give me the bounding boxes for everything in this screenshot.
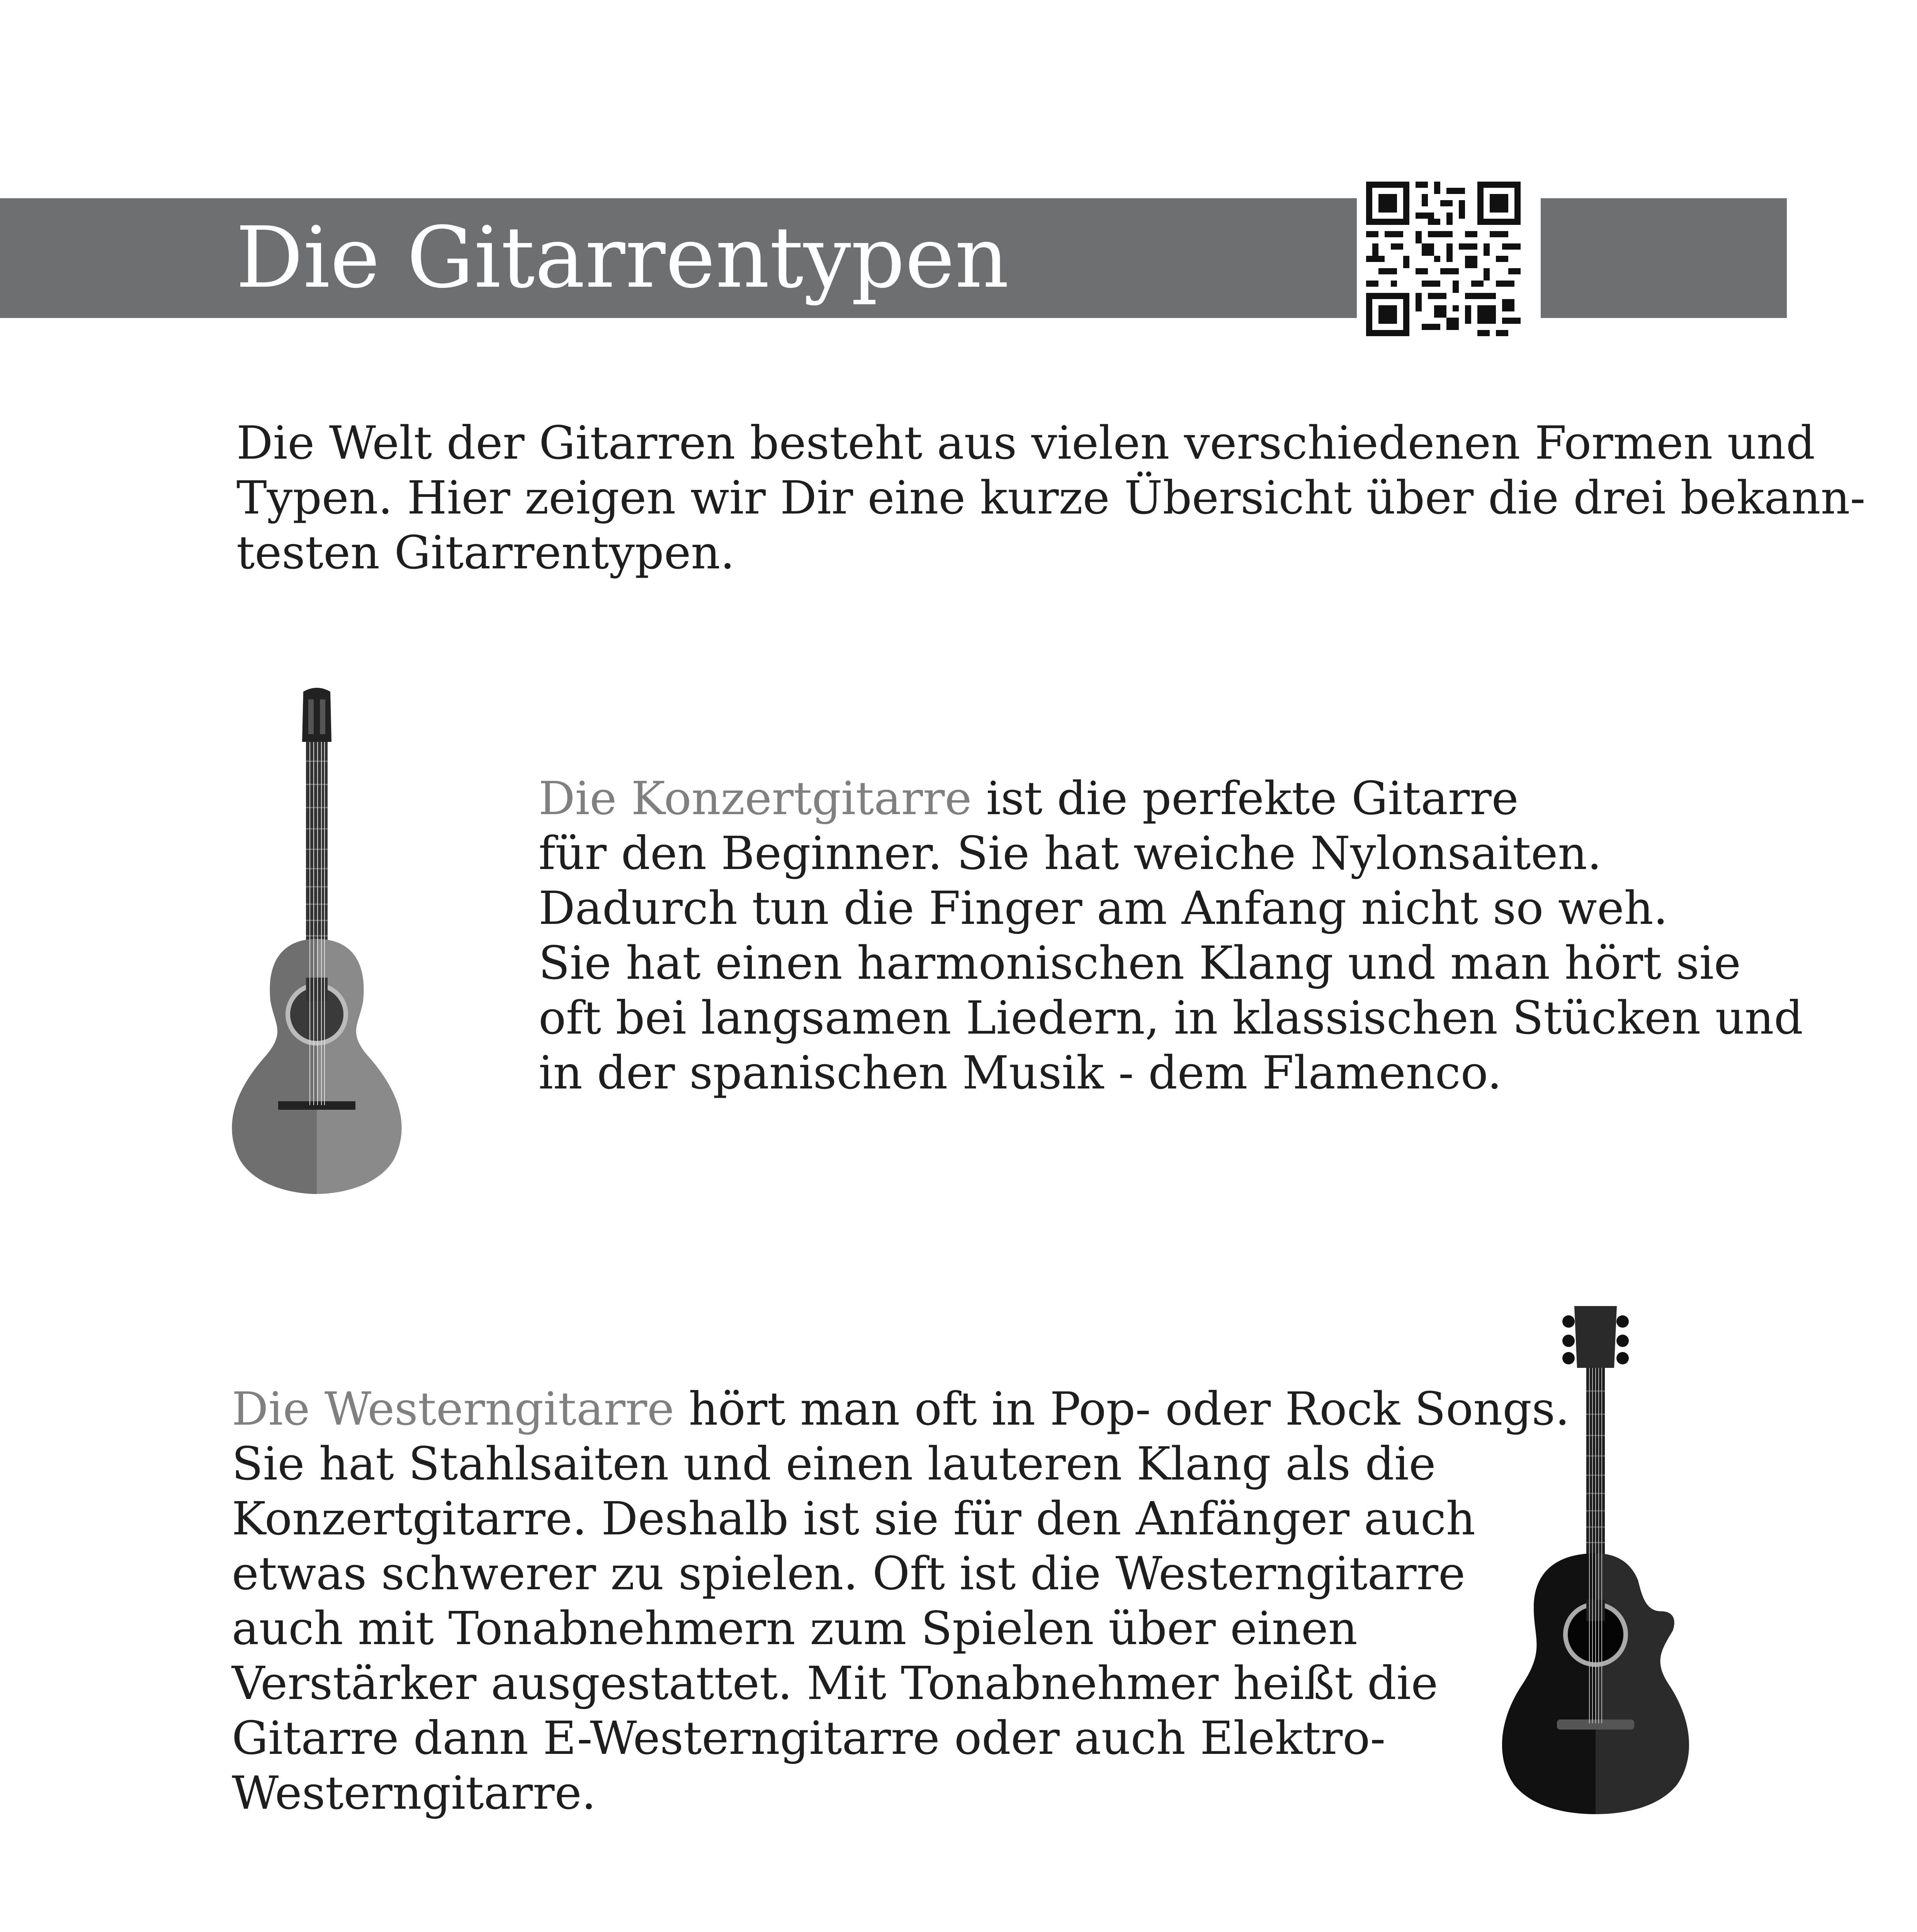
konzertgitarre-paragraph	[539, 771, 1803, 1100]
text-line: Konzertgitarre. Deshalb ist sie für den Anfänger auch	[232, 1492, 1475, 1545]
westerngitarre-paragraph	[232, 1381, 1570, 1820]
text-line: Gitarre dann E-Westerngitarre oder auch Elektro-	[232, 1711, 1386, 1765]
text-fragment: hört man oft in Pop- oder Rock Songs.	[674, 1382, 1570, 1435]
text-line: für den Beginner. Sie hat weiche Nylonsaiten.	[539, 827, 1602, 880]
qr-code[interactable]	[1357, 174, 1541, 344]
intro-line: testen Gitarrentypen.	[236, 526, 735, 579]
konzertgitarre-name: Die Konzertgitarre	[539, 772, 972, 825]
text-line: auch mit Tonabnehmern zum Spielen über einen	[232, 1602, 1358, 1655]
text-line: Dadurch tun die Finger am Anfang nicht so weh.	[539, 881, 1668, 935]
classical-guitar-icon	[209, 684, 425, 1198]
text-line: etwas schwerer zu spielen. Oft ist die Westerngitarre	[232, 1547, 1465, 1600]
qr-code-icon	[1366, 182, 1521, 336]
text-line: Verstärker ausgestattet. Mit Tonabnehmer heißt die	[232, 1656, 1438, 1710]
intro-line: Typen. Hier zeigen wir Dir eine kurze Übersicht über die drei bekann-	[236, 471, 1866, 524]
text-line: oft bei langsamen Liedern, in klassischen Stücken und	[539, 991, 1803, 1044]
westerngitarre-first-line	[232, 1381, 1570, 1436]
intro-line: Die Welt der Gitarren besteht aus vielen verschiedenen Formen und	[236, 416, 1815, 469]
intro-paragraph	[236, 415, 1866, 580]
acoustic-guitar-icon	[1491, 1302, 1700, 1816]
text-line: in der spanischen Musik - dem Flamenco.	[539, 1046, 1502, 1099]
text-line: Westerngitarre.	[232, 1766, 596, 1820]
page-title: Die Gitarrentypen	[236, 209, 1009, 307]
konzertgitarre-first-line	[539, 771, 1803, 826]
text-fragment: ist die perfekte Gitarre	[972, 772, 1519, 825]
text-line: Sie hat einen harmonischen Klang und man hört sie	[539, 936, 1741, 990]
text-line: Sie hat Stahlsaiten und einen lauteren Klang als die	[232, 1437, 1436, 1490]
westerngitarre-name: Die Westerngitarre	[232, 1382, 675, 1435]
